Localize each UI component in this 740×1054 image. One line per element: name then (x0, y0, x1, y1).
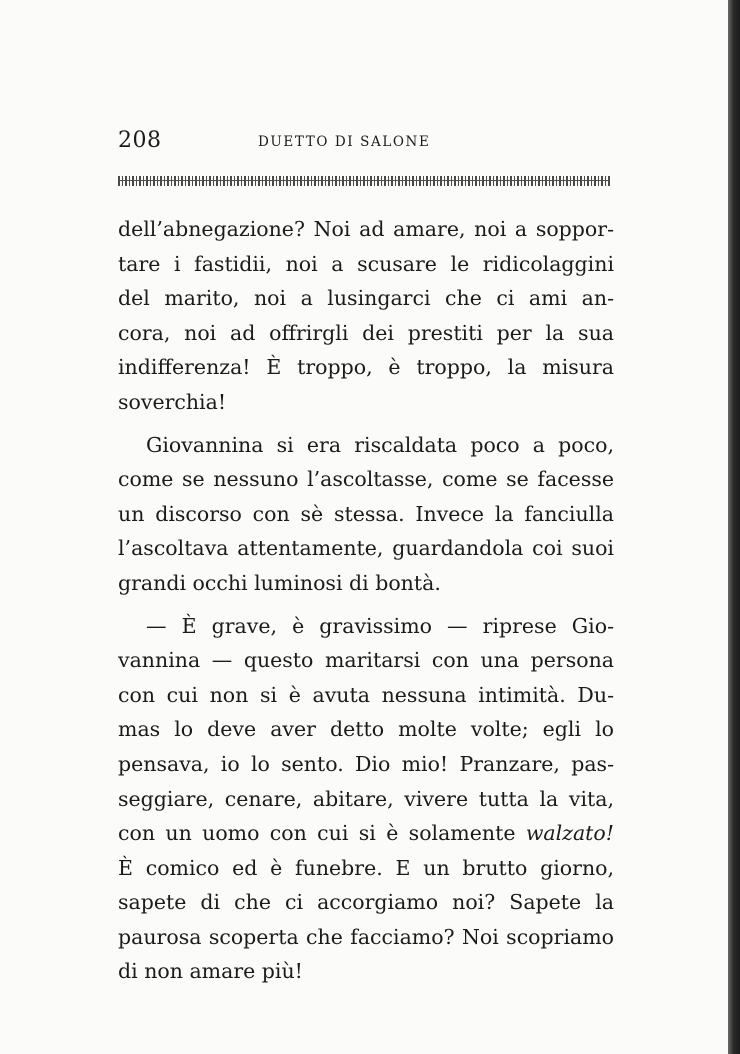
text-line (118, 816, 614, 851)
text-line: seggiare, cenare, abitare, vivere tutta la vita, (118, 786, 614, 811)
text-line: con cui non si è avuta nessuna intimità. Du- (118, 682, 614, 707)
text-line: sapete di che ci accorgiamo noi? Sapete la (118, 890, 614, 915)
text-line: tare i fastidii, noi a scusare le ridicolaggini (118, 251, 614, 276)
text-line: dell’abnegazione? Noi ad amare, noi a soppor- (118, 217, 614, 241)
page-number: 208 (118, 128, 162, 153)
text-line: soverchia! (118, 389, 227, 414)
running-title: DUETTO DI SALONE (258, 134, 431, 150)
italic-word: walzato! (525, 821, 614, 846)
body-text (118, 212, 614, 989)
text-line: È comico ed è funebre. E un brutto giorno, (118, 855, 614, 880)
text-line: cora, noi ad offrirgli dei prestiti per la sua (118, 320, 614, 345)
text-line: di non amare più! (118, 959, 303, 984)
text-line: mas lo deve aver detto molte volte; egli lo (118, 717, 614, 742)
text-line: pensava, io lo sento. Dio mio! Pranzare, pas- (118, 751, 614, 776)
text-line: paurosa scoperta che facciamo? Noi scopriamo (118, 924, 614, 949)
text-line: vannina — questo maritarsi con una persona (118, 648, 614, 673)
text-line: — È grave, è gravissimo — riprese Gio- (146, 613, 614, 638)
text-line: indifferenza! È troppo, è troppo, la misura (118, 355, 614, 380)
ornamental-rule (118, 176, 610, 186)
text-line: come se nessuno l’ascoltasse, come se facesse (118, 467, 614, 492)
page-spine-edge (728, 0, 740, 1054)
text-line: grandi occhi luminosi di bontà. (118, 570, 441, 595)
text-line: un discorso con sè stessa. Invece la fanciulla (118, 501, 614, 526)
text-line: del marito, noi a lusingarci che ci ami an- (118, 286, 614, 311)
text-line: Giovannina si era riscaldata poco a poco, (146, 432, 614, 457)
text-line: l’ascoltava attentamente, guardandola coi suoi (118, 536, 614, 561)
text-fragment: con un uomo con cui si è solamente (118, 821, 516, 846)
